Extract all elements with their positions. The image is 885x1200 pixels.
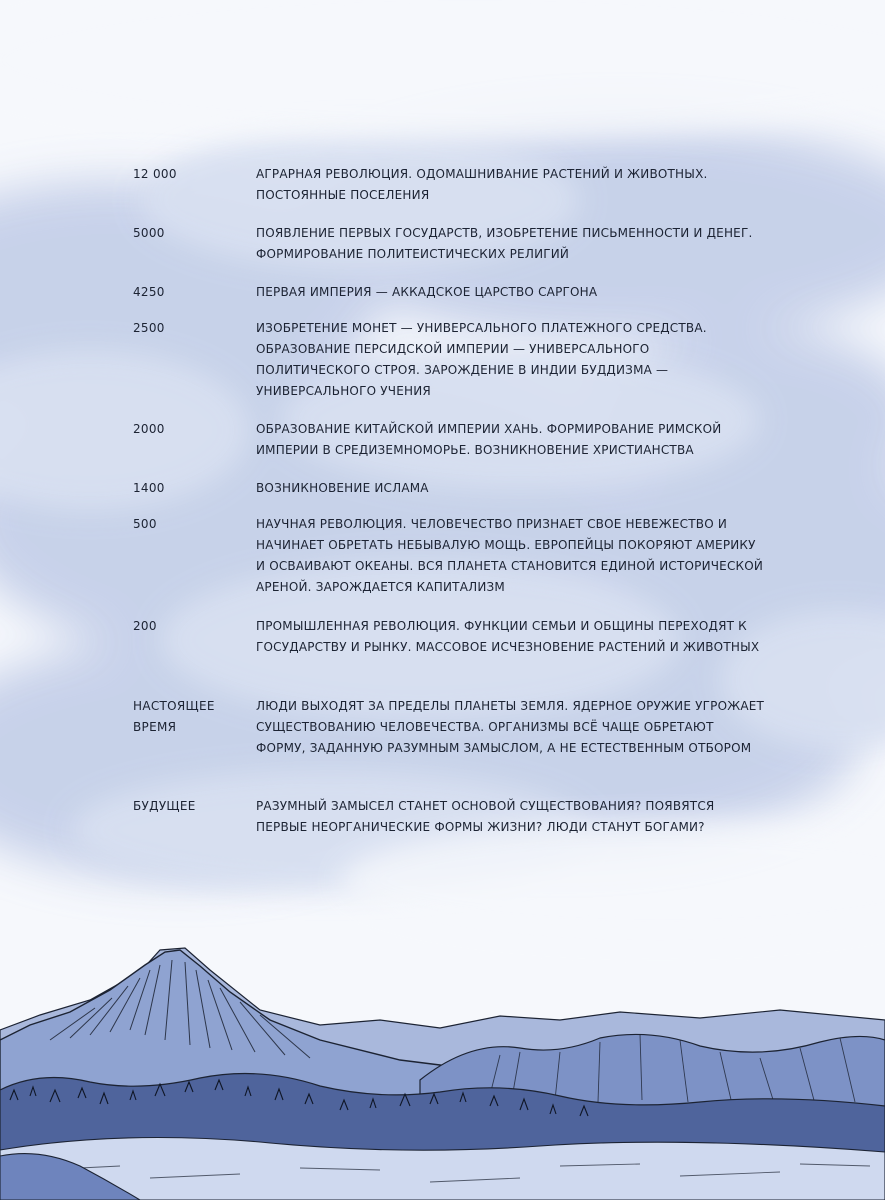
timeline-year: 5000 xyxy=(133,226,165,240)
timeline-year: 12 000 xyxy=(133,167,177,181)
timeline-year: 4250 xyxy=(133,285,165,299)
timeline-year: 1400 xyxy=(133,481,165,495)
timeline-year: 2000 xyxy=(133,422,165,436)
timeline-description: НАУЧНАЯ РЕВОЛЮЦИЯ. ЧЕЛОВЕЧЕСТВО ПРИЗНАЕТ СВОЕ НЕВЕЖЕСТВО И НАЧИНАЕТ ОБРЕТАТЬ НЕБЫВАЛУЮ МОЩЬ. ЕВРОПЕЙЦЫ ПОКОРЯЮТ АМЕРИКУ И ОСВАИВАЮТ ОКЕАНЫ. ВСЯ ПЛАНЕТА СТАНОВИТСЯ ЕДИНОЙ ИСТОРИЧЕСКОЙ АРЕНОЙ. ЗАРОЖДАЕТСЯ КАПИТАЛИЗМ xyxy=(256,517,764,594)
mountain-landscape-illustration xyxy=(0,920,885,1200)
timeline-description: ПРОМЫШЛЕННАЯ РЕВОЛЮЦИЯ. ФУНКЦИИ СЕМЬИ И ОБЩИНЫ ПЕРЕХОДЯТ К ГОСУДАРСТВУ И РЫНКУ. МАССОВОЕ ИСЧЕЗНОВЕНИЕ РАСТЕНИЙ И ЖИВОТНЫХ xyxy=(256,619,760,654)
timeline-description: ВОЗНИКНОВЕНИЕ ИСЛАМА xyxy=(256,481,429,495)
timeline-year: 2500 xyxy=(133,321,165,335)
timeline-description: ПОЯВЛЕНИЕ ПЕРВЫХ ГОСУДАРСТВ, ИЗОБРЕТЕНИЕ ПИСЬМЕННОСТИ И ДЕНЕГ. ФОРМИРОВАНИЕ ПОЛИТЕИСТИЧЕСКИХ РЕЛИГИЙ xyxy=(256,226,753,261)
timeline-description: ЛЮДИ ВЫХОДЯТ ЗА ПРЕДЕЛЫ ПЛАНЕТЫ ЗЕМЛЯ. ЯДЕРНОЕ ОРУЖИЕ УГРОЖАЕТ СУЩЕСТВОВАНИЮ ЧЕЛОВЕЧЕСТВА. ОРГАНИЗМЫ ВСЁ ЧАЩЕ ОБРЕТАЮТ ФОРМУ, ЗАДАННУЮ РАЗУМНЫМ ЗАМЫСЛОМ, А НЕ ЕСТЕСТВЕННЫМ ОТБОРОМ xyxy=(256,699,765,755)
timeline-year: 200 xyxy=(133,619,157,633)
timeline-year: БУДУЩЕЕ xyxy=(133,799,196,813)
timeline-year: НАСТОЯЩЕЕ ВРЕМЯ xyxy=(133,699,215,734)
timeline-description: ИЗОБРЕТЕНИЕ МОНЕТ — УНИВЕРСАЛЬНОГО ПЛАТЕЖНОГО СРЕДСТВА. ОБРАЗОВАНИЕ ПЕРСИДСКОЙ ИМПЕРИИ — УНИВЕРСАЛЬНОГО ПОЛИТИЧЕСКОГО СТРОЯ. ЗАРОЖДЕНИЕ В ИНДИИ БУДДИЗМА — УНИВЕРСАЛЬНОГО УЧЕНИЯ xyxy=(256,321,707,398)
timeline-description: ПЕРВАЯ ИМПЕРИЯ — АККАДСКОЕ ЦАРСТВО САРГОНА xyxy=(256,285,598,299)
timeline-year: 500 xyxy=(133,517,157,531)
timeline-description: ОБРАЗОВАНИЕ КИТАЙСКОЙ ИМПЕРИИ ХАНЬ. ФОРМИРОВАНИЕ РИМСКОЙ ИМПЕРИИ В СРЕДИЗЕМНОМОРЬЕ. ВОЗНИКНОВЕНИЕ ХРИСТИАНСТВА xyxy=(256,422,722,457)
timeline-description: АГРАРНАЯ РЕВОЛЮЦИЯ. ОДОМАШНИВАНИЕ РАСТЕНИЙ И ЖИВОТНЫХ. ПОСТОЯННЫЕ ПОСЕЛЕНИЯ xyxy=(256,167,708,202)
timeline-description: РАЗУМНЫЙ ЗАМЫСЕЛ СТАНЕТ ОСНОВОЙ СУЩЕСТВОВАНИЯ? ПОЯВЯТСЯ ПЕРВЫЕ НЕОРГАНИЧЕСКИЕ ФОРМЫ ЖИЗНИ? ЛЮДИ СТАНУТ БОГАМИ? xyxy=(256,799,715,834)
